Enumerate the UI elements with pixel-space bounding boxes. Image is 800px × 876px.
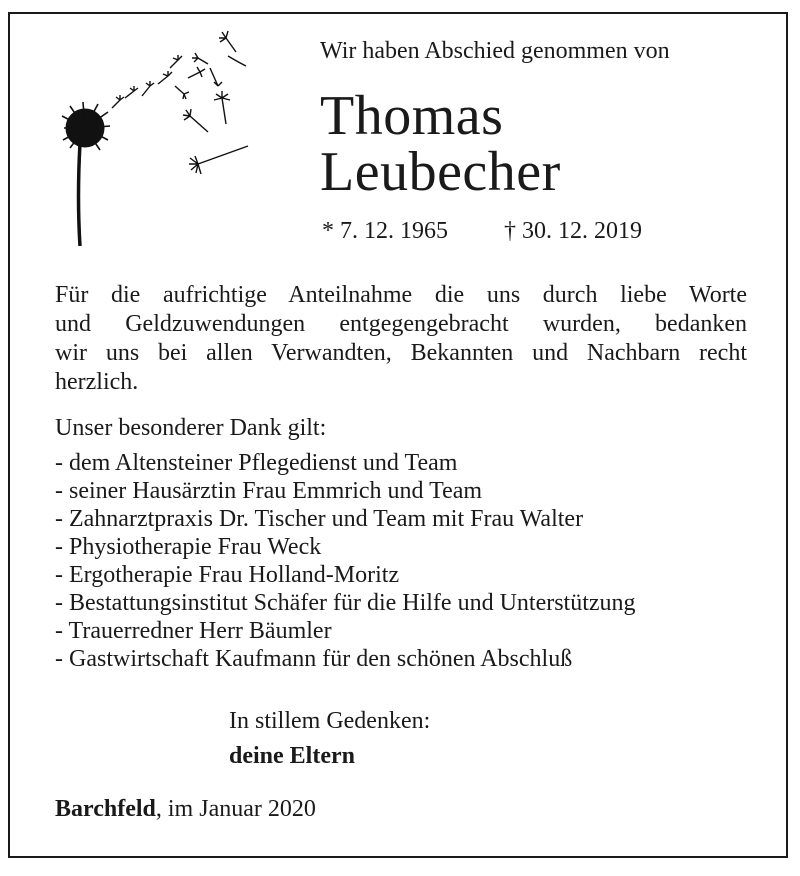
remembrance-line: In stillem Gedenken:: [229, 708, 431, 734]
thanks-line: herzlich.: [55, 369, 139, 395]
list-item: - Bestattungsinstitut Schäfer für die Hilfe und Unterstützung: [55, 590, 636, 616]
list-item: - Zahnarztpraxis Dr. Tischer und Team mit Frau Walter: [55, 506, 584, 532]
list-item: - Ergotherapie Frau Holland-Moritz: [55, 562, 400, 588]
list-item: - dem Altensteiner Pflegedienst und Team: [55, 450, 458, 476]
last-name: Leubecher: [320, 141, 561, 203]
thanks-line: und Geldzuwendungen entgegengebracht wurden, bedanken: [55, 311, 747, 337]
list-item: - Physiotherapie Frau Weck: [55, 534, 322, 560]
thanks-line: Für die aufrichtige Anteilnahme die uns durch liebe Worte: [55, 282, 747, 308]
special-thanks: [55, 414, 636, 673]
special-heading: Unser besonderer Dank gilt:: [55, 415, 327, 441]
first-name: Thomas: [320, 85, 504, 147]
dandelion-icon: [50, 28, 260, 253]
life-dates: [322, 218, 642, 245]
list-item: - seiner Hausärztin Frau Emmrich und Team: [55, 478, 483, 504]
thanks-paragraph: [55, 281, 747, 397]
place-name: Barchfeld: [55, 796, 156, 822]
deceased-name: [320, 85, 561, 203]
intro-text: Wir haben Abschied genommen von: [320, 38, 670, 64]
birth-date: * 7. 12. 1965: [322, 218, 448, 244]
signature: deine Eltern: [229, 743, 355, 769]
death-date: † 30. 12. 2019: [504, 218, 642, 244]
notice-date: , im Januar 2020: [155, 796, 316, 822]
place-date: [55, 796, 316, 823]
list-item: - Trauerredner Herr Bäumler: [55, 618, 332, 644]
list-item: - Gastwirtschaft Kaufmann für den schönen Abschluß: [55, 646, 573, 672]
thanks-line: wir uns bei allen Verwandten, Bekannten und Nachbarn recht: [55, 340, 747, 366]
